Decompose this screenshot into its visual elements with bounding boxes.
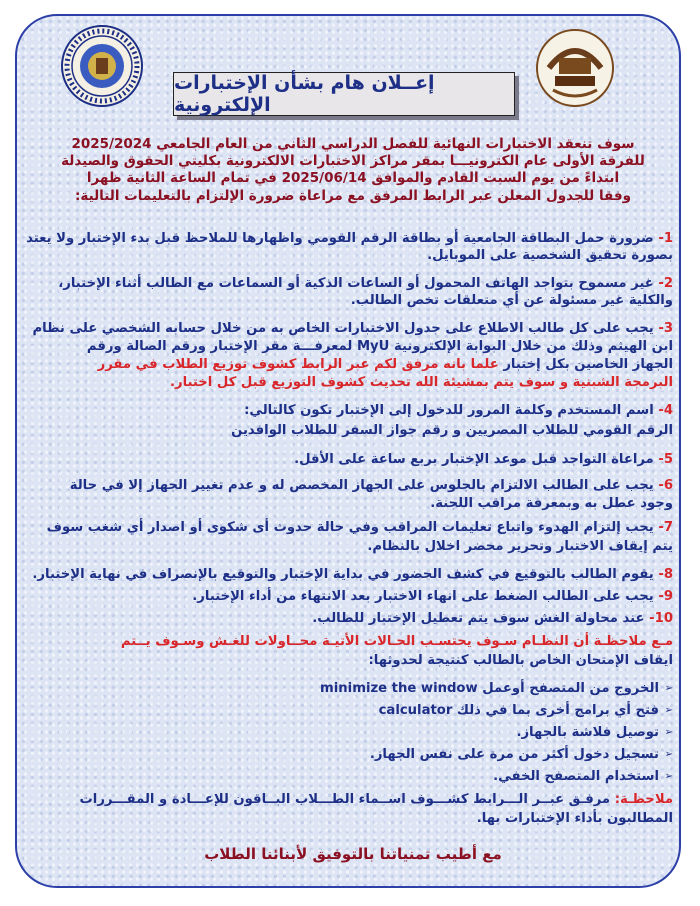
instruction-3-line-2: ابن الهيثم وذلك من خلال البوابة الإلكترونية MyU لمعرفـــة مقر الإختبار ورقم الصالة ورقم [86,339,673,354]
intro-line-3: ابتداءً من يوم السبت القادم والموافق 2025/06/14 في تمام الساعة الثانية ظهرا [86,170,620,186]
instruction-6-cont: وجود عطل به وبمعرفة مراقب اللجنة. [430,496,673,511]
bullet-icon: ➢ [664,771,673,782]
instruction-4-cont: الرقم القومي للطلاب المصريين و رقم جواز السفر للطلاب الوافدين [231,423,673,438]
note-text: مرفـق عبــر الـــرابط كشـــوف اســماء الطـــلاب البــاقون للإعـــادة و المقـــررات [79,792,611,807]
instruction-number: 3- [658,321,673,336]
instruction-text: يجب على الطالب الالتزام بالجلوس على الجهاز المخصص له و عدم تغيير الجهاز إلا في حالة [69,478,654,493]
repeat-students-note [33,791,673,808]
announcement-title-box [173,72,515,116]
intro-line-2: للفرقة الأولى عام الكترونيـــا بمقر مراكز الاختبارات الالكترونية بكليتي الحقوق والصيدلة [61,153,645,169]
faculty-logo [60,24,144,108]
instruction-3-line-3 [33,356,700,373]
university-logo [535,28,615,108]
instruction-text: ضرورة حمل البطاقة الجامعية أو بطاقة الرقم القومي واظهارها للملاحظ قبل بدء الإختبار ولا يعتد [26,231,654,246]
instruction-number: 7- [658,520,673,535]
instruction-2 [33,275,673,292]
note-label: ملاحظـة: [614,792,673,807]
instruction-3-line-3a: الجهاز الخاصين بكل إختبار [498,357,673,372]
instruction-1 [26,230,673,247]
cheating-note-line-1: مـع ملاحظـة أن النظـام سـوف يحتسـب الحـالات الأتيـة محــاولات للغـش وسـوف يــتم [120,634,673,649]
repeat-students-note-cont: المطالبون بأداء الإختبارات بها. [476,811,673,826]
intro-line-1: سوف تنعقد الاختبارات النهائية للفصل الدراسي الثاني من العام الجامعي 2025/2024 [71,136,635,152]
instruction-7-cont: يتم إيقاف الاختبار وتحرير محضر اخلال بالنظام. [367,539,673,554]
intro-line-4: وفقا للجدول المعلن عبر الرابط المرفق مع مراعاة ضرورة الإلتزام بالتعليمات التالية: [75,188,631,204]
instruction-text: يجب إلتزام الهدوء واتباع تعليمات المراقب وفي حالة حدوث أى شكوى أو اصدار أي شغب سوف [46,520,654,535]
instruction-text: يجب على الطالب الضغط على انهاء الاختبار بعد الانتهاء من أداء الإختبار. [192,589,654,604]
instruction-3-line-4: البرمجة الشبنية و سوف يتم بمشيئة الله تحديث كشوف التوزيع قبل كل اختبار. [169,375,673,390]
cheating-note-line-2: ايقاف الإمتحان الخاص بالطالب كنتيجة لحدوثها: [368,653,673,668]
cheating-case-1 [33,680,700,697]
instruction-3 [33,320,673,337]
cheating-case-5 [33,768,700,785]
cheating-case-2 [33,702,700,719]
instruction-7 [33,519,673,536]
instruction-3-line-3b: علما بانه مرفق لكم عبر الرابط كشوف توزيع الطلاب في مقرر [97,357,499,372]
instruction-text: يجب على كل طالب الاطلاع على جدول الاختبارات الخاص به من خلال حسابه الشخصي على نظام [32,321,654,336]
instruction-number: 2- [658,276,673,291]
closing-wishes: مع أطيب تمنياتنا بالتوفيق لأبنائنا الطلاب [204,845,502,863]
instruction-5 [33,451,673,468]
instruction-8 [33,566,673,583]
instruction-text: مراعاة التواجد قبل موعد الإختبار بربع ساعة على الأقل. [294,452,654,467]
instruction-9 [33,588,673,605]
cheating-case-4 [33,746,700,763]
instruction-10 [33,610,673,627]
cheating-case-text: توصيل فلاشة بالجهاز. [516,725,659,740]
bullet-icon: ➢ [664,705,673,716]
instruction-text: عند محاولة الغش سوف يتم تعطيل الإختبار للطالب. [312,611,645,626]
instruction-number: 5- [658,452,673,467]
instruction-text: اسم المستخدم وكلمة المرور للدخول إلى الإختبار تكون كالتالي: [244,403,654,418]
cheating-case-text: استخدام المتصفح الخفي. [493,769,659,784]
announcement-title: إعــلان هام بشأن الإختبارات الإلكترونية [174,72,435,116]
bullet-icon: ➢ [664,727,673,738]
instruction-number: 4- [658,403,673,418]
instruction-6 [33,477,673,494]
instruction-number: 8- [658,567,673,582]
instruction-2-cont: والكلية غير مسئولة عن أي متعلقات تخص الطالب. [350,293,673,308]
bullet-icon: ➢ [664,683,673,694]
instruction-4 [33,402,673,419]
cheating-case-3 [33,724,700,741]
instruction-number: 6- [658,478,673,493]
instruction-number: 9- [658,589,673,604]
instruction-number: 10- [649,611,673,626]
instruction-text: يقوم الطالب بالتوقيع في كشف الحضور في بداية الإختبار والتوقيع بالإنصراف في نهاية الإختبار. [32,567,654,582]
instruction-number: 1- [658,231,673,246]
cheating-case-text: تسجيل دخول أكثر من مرة على نفس الجهاز. [369,747,659,762]
cheating-case-text: الخروج من المتصفح أوعمل minimize the window [320,681,659,696]
cheating-case-text: فتح أي برامج أخرى بما في ذلك calculator [378,703,659,718]
instruction-1-cont: بصورة تحقيق الشخصية على الموبايل. [427,248,673,263]
bullet-icon: ➢ [664,749,673,760]
instruction-text: غير مسموح بتواجد الهاتف المحمول أو الساعات الذكية أو السماعات مع الطالب أثناء الإختبار، [58,276,654,291]
